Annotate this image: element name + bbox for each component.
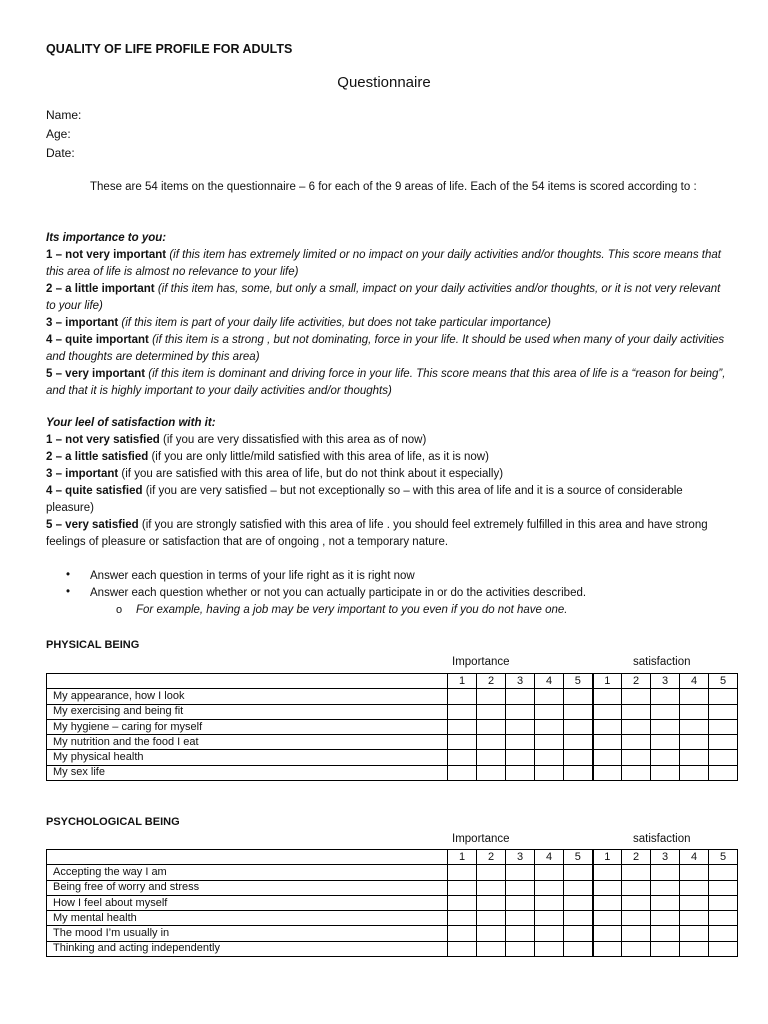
instruction-bullet-1: • Answer each question in terms of your life right as it is right now bbox=[66, 569, 415, 582]
importance-rating-cell[interactable] bbox=[535, 704, 564, 719]
satisfaction-item-5: 5 – very satisfied (if you are strongly satisfied with this area of life . you should feel extremely fulfilled in this area and have strong feelings of pleasure or satisfaction that are of ongoing , not a temporary nature. bbox=[46, 519, 708, 548]
importance-rating-cell[interactable] bbox=[448, 895, 477, 910]
importance-rating-cell[interactable] bbox=[564, 765, 593, 780]
satisfaction-scale-1: 1 bbox=[593, 674, 622, 689]
satisfaction-rating-cell[interactable] bbox=[709, 735, 738, 750]
satisfaction-rating-cell[interactable] bbox=[709, 765, 738, 780]
satisfaction-scale-1: 1 bbox=[593, 850, 622, 865]
importance-rating-cell[interactable] bbox=[535, 865, 564, 880]
importance-rating-cell[interactable] bbox=[506, 926, 535, 941]
satisfaction-scale-4: 4 bbox=[680, 674, 709, 689]
satisfaction-rating-cell[interactable] bbox=[651, 750, 680, 765]
item-label: Thinking and acting independently bbox=[47, 941, 448, 956]
importance-rating-cell[interactable] bbox=[564, 880, 593, 895]
importance-rating-cell[interactable] bbox=[564, 689, 593, 704]
importance-scale-2: 2 bbox=[477, 850, 506, 865]
importance-rating-cell[interactable] bbox=[448, 704, 477, 719]
satisfaction-rating-cell[interactable] bbox=[709, 704, 738, 719]
importance-rating-cell[interactable] bbox=[506, 704, 535, 719]
table-row bbox=[47, 926, 738, 941]
instructions-list bbox=[46, 568, 726, 619]
importance-rating-cell[interactable] bbox=[564, 911, 593, 926]
importance-item-1: 1 – not very important (if this item has extremely limited or no impact on your daily activities and/or thoughts. This score means that this area of life is almost no relevance to your life) bbox=[46, 249, 721, 278]
section-title-physical: PHYSICAL BEING bbox=[46, 639, 140, 651]
importance-rating-cell[interactable] bbox=[535, 765, 564, 780]
importance-rating-cell[interactable] bbox=[477, 719, 506, 734]
item-label: My physical health bbox=[47, 750, 448, 765]
importance-heading: Its importance to you: bbox=[46, 232, 167, 244]
satisfaction-rating-cell[interactable] bbox=[651, 911, 680, 926]
satisfaction-rating-cell[interactable] bbox=[680, 735, 709, 750]
importance-rating-cell[interactable] bbox=[448, 735, 477, 750]
importance-rating-cell[interactable] bbox=[535, 911, 564, 926]
satisfaction-rating-cell[interactable] bbox=[709, 719, 738, 734]
importance-rating-cell[interactable] bbox=[564, 719, 593, 734]
importance-rating-cell[interactable] bbox=[448, 689, 477, 704]
satisfaction-rating-cell[interactable] bbox=[680, 880, 709, 895]
satisfaction-rating-cell[interactable] bbox=[651, 735, 680, 750]
bullet-icon: • bbox=[66, 586, 71, 598]
satisfaction-item-4: 4 – quite satisfied (if you are very satisfied – but not exceptionally so – with this area of life and it is a source of considerable pleasure) bbox=[46, 485, 683, 514]
satisfaction-item-3: 3 – important (if you are satisfied with this area of life, but do not think about it especially) bbox=[46, 468, 504, 480]
satisfaction-rating-cell[interactable] bbox=[593, 911, 622, 926]
importance-rating-cell[interactable] bbox=[506, 865, 535, 880]
satisfaction-rating-cell[interactable] bbox=[593, 735, 622, 750]
item-label: Being free of worry and stress bbox=[47, 880, 448, 895]
intro-paragraph bbox=[46, 179, 726, 196]
table-row bbox=[47, 704, 738, 719]
satisfaction-rating-cell[interactable] bbox=[622, 865, 651, 880]
importance-scale-1: 1 bbox=[448, 674, 477, 689]
physical-being-table bbox=[46, 673, 738, 781]
importance-column-header: Importance bbox=[452, 656, 510, 668]
importance-rating-cell[interactable] bbox=[448, 941, 477, 956]
importance-rating-cell[interactable] bbox=[506, 750, 535, 765]
sub-bullet-icon: o bbox=[116, 604, 123, 616]
importance-rating-cell[interactable] bbox=[564, 704, 593, 719]
importance-rating-cell[interactable] bbox=[477, 735, 506, 750]
importance-scale-3: 3 bbox=[506, 850, 535, 865]
satisfaction-rating-cell[interactable] bbox=[593, 689, 622, 704]
age-field-label: Age: bbox=[46, 127, 71, 141]
satisfaction-item-1: 1 – not very satisfied (if you are very dissatisfied with this area as of now) bbox=[46, 434, 427, 446]
satisfaction-rating-cell[interactable] bbox=[593, 941, 622, 956]
satisfaction-rating-cell[interactable] bbox=[709, 941, 738, 956]
satisfaction-rating-cell[interactable] bbox=[622, 941, 651, 956]
satisfaction-legend bbox=[46, 415, 726, 551]
satisfaction-rating-cell[interactable] bbox=[680, 941, 709, 956]
document-subtitle: Questionnaire bbox=[337, 74, 431, 91]
satisfaction-scale-3: 3 bbox=[651, 850, 680, 865]
satisfaction-rating-cell[interactable] bbox=[651, 895, 680, 910]
importance-rating-cell[interactable] bbox=[477, 750, 506, 765]
importance-rating-cell[interactable] bbox=[448, 926, 477, 941]
importance-rating-cell[interactable] bbox=[477, 926, 506, 941]
importance-rating-cell[interactable] bbox=[477, 865, 506, 880]
satisfaction-rating-cell[interactable] bbox=[680, 750, 709, 765]
importance-rating-cell[interactable] bbox=[535, 750, 564, 765]
importance-rating-cell[interactable] bbox=[564, 926, 593, 941]
importance-scale-2: 2 bbox=[477, 674, 506, 689]
importance-item-3: 3 – important (if this item is part of your daily life activities, but does not take particular importance) bbox=[46, 317, 551, 329]
item-label: The mood I’m usually in bbox=[47, 926, 448, 941]
psychological-being-table bbox=[46, 849, 738, 957]
item-label: My hygiene – caring for myself bbox=[47, 719, 448, 734]
satisfaction-scale-3: 3 bbox=[651, 674, 680, 689]
importance-rating-cell[interactable] bbox=[506, 895, 535, 910]
intro-text: These are 54 items on the questionnaire – 6 for each of the 9 areas of life. Each of the 54 items is scored according to : bbox=[90, 181, 697, 193]
satisfaction-rating-cell[interactable] bbox=[622, 719, 651, 734]
importance-rating-cell[interactable] bbox=[564, 941, 593, 956]
importance-rating-cell[interactable] bbox=[535, 735, 564, 750]
importance-rating-cell[interactable] bbox=[477, 880, 506, 895]
item-label: My exercising and being fit bbox=[47, 704, 448, 719]
satisfaction-column-header: satisfaction bbox=[633, 656, 691, 668]
bullet-icon: • bbox=[66, 569, 71, 581]
importance-rating-cell[interactable] bbox=[535, 880, 564, 895]
satisfaction-rating-cell[interactable] bbox=[680, 689, 709, 704]
importance-rating-cell[interactable] bbox=[477, 704, 506, 719]
importance-rating-cell[interactable] bbox=[535, 926, 564, 941]
satisfaction-rating-cell[interactable] bbox=[680, 765, 709, 780]
name-field-label: Name: bbox=[46, 108, 82, 122]
scale-header-row bbox=[47, 674, 738, 689]
importance-rating-cell[interactable] bbox=[506, 765, 535, 780]
satisfaction-rating-cell[interactable] bbox=[622, 911, 651, 926]
satisfaction-rating-cell[interactable] bbox=[709, 926, 738, 941]
instruction-bullet-2: • Answer each question whether or not you can actually participate in or do the activities described. bbox=[66, 586, 587, 599]
importance-rating-cell[interactable] bbox=[506, 719, 535, 734]
satisfaction-scale-5: 5 bbox=[709, 674, 738, 689]
satisfaction-rating-cell[interactable] bbox=[622, 689, 651, 704]
satisfaction-rating-cell[interactable] bbox=[593, 880, 622, 895]
satisfaction-rating-cell[interactable] bbox=[651, 719, 680, 734]
importance-item-2: 2 – a little important (if this item has, some, but only a small, impact on your daily activities and/or thoughts, or it is not very relevant to your life) bbox=[46, 283, 721, 312]
importance-column-header: Importance bbox=[452, 833, 510, 845]
table-row bbox=[47, 865, 738, 880]
satisfaction-rating-cell[interactable] bbox=[651, 865, 680, 880]
satisfaction-rating-cell[interactable] bbox=[680, 704, 709, 719]
instruction-sub-bullet: o For example, having a job may be very important to you even if you do not have one. bbox=[46, 602, 726, 619]
item-label: My mental health bbox=[47, 911, 448, 926]
importance-rating-cell[interactable] bbox=[564, 750, 593, 765]
importance-rating-cell[interactable] bbox=[535, 689, 564, 704]
scale-header-row bbox=[47, 850, 738, 865]
item-column-header bbox=[47, 674, 448, 689]
satisfaction-rating-cell[interactable] bbox=[622, 880, 651, 895]
satisfaction-scale-2: 2 bbox=[622, 850, 651, 865]
satisfaction-rating-cell[interactable] bbox=[651, 689, 680, 704]
importance-legend bbox=[46, 230, 726, 400]
table-row bbox=[47, 719, 738, 734]
satisfaction-rating-cell[interactable] bbox=[622, 765, 651, 780]
satisfaction-rating-cell[interactable] bbox=[593, 719, 622, 734]
importance-rating-cell[interactable] bbox=[564, 895, 593, 910]
importance-rating-cell[interactable] bbox=[477, 689, 506, 704]
satisfaction-rating-cell[interactable] bbox=[709, 750, 738, 765]
satisfaction-rating-cell[interactable] bbox=[622, 895, 651, 910]
satisfaction-rating-cell[interactable] bbox=[593, 750, 622, 765]
satisfaction-rating-cell[interactable] bbox=[622, 750, 651, 765]
satisfaction-rating-cell[interactable] bbox=[651, 926, 680, 941]
satisfaction-rating-cell[interactable] bbox=[622, 735, 651, 750]
satisfaction-rating-cell[interactable] bbox=[622, 704, 651, 719]
importance-rating-cell[interactable] bbox=[477, 941, 506, 956]
importance-rating-cell[interactable] bbox=[506, 911, 535, 926]
satisfaction-rating-cell[interactable] bbox=[680, 911, 709, 926]
satisfaction-rating-cell[interactable] bbox=[593, 926, 622, 941]
table-row bbox=[47, 689, 738, 704]
satisfaction-column-header: satisfaction bbox=[633, 833, 691, 845]
item-label: My appearance, how I look bbox=[47, 689, 448, 704]
table-row bbox=[47, 911, 738, 926]
importance-rating-cell[interactable] bbox=[448, 750, 477, 765]
document-title: QUALITY OF LIFE PROFILE FOR ADULTS bbox=[46, 42, 293, 56]
satisfaction-rating-cell[interactable] bbox=[593, 704, 622, 719]
satisfaction-rating-cell[interactable] bbox=[709, 865, 738, 880]
item-label: How I feel about myself bbox=[47, 895, 448, 910]
satisfaction-rating-cell[interactable] bbox=[593, 865, 622, 880]
date-field-label: Date: bbox=[46, 146, 75, 160]
importance-rating-cell[interactable] bbox=[477, 911, 506, 926]
satisfaction-rating-cell[interactable] bbox=[622, 926, 651, 941]
satisfaction-heading: Your leel of satisfaction with it: bbox=[46, 417, 216, 429]
importance-scale-4: 4 bbox=[535, 674, 564, 689]
importance-scale-1: 1 bbox=[448, 850, 477, 865]
table-row bbox=[47, 735, 738, 750]
importance-rating-cell[interactable] bbox=[535, 719, 564, 734]
table-row bbox=[47, 880, 738, 895]
importance-item-4: 4 – quite important (if this item is a strong , but not dominating, force in your life. It should be used when many of your daily activities and thoughts are determined by this area) bbox=[46, 334, 725, 363]
satisfaction-scale-2: 2 bbox=[622, 674, 651, 689]
item-label: My sex life bbox=[47, 765, 448, 780]
importance-rating-cell[interactable] bbox=[564, 865, 593, 880]
importance-rating-cell[interactable] bbox=[535, 895, 564, 910]
section-title-psychological: PSYCHOLOGICAL BEING bbox=[46, 816, 180, 828]
importance-scale-3: 3 bbox=[506, 674, 535, 689]
satisfaction-rating-cell[interactable] bbox=[651, 765, 680, 780]
satisfaction-scale-5: 5 bbox=[709, 850, 738, 865]
satisfaction-rating-cell[interactable] bbox=[709, 911, 738, 926]
satisfaction-rating-cell[interactable] bbox=[709, 895, 738, 910]
item-label: My nutrition and the food I eat bbox=[47, 735, 448, 750]
satisfaction-rating-cell[interactable] bbox=[680, 865, 709, 880]
satisfaction-item-2: 2 – a little satisfied (if you are only little/mild satisfied with this area of life, as it is now) bbox=[46, 451, 489, 463]
satisfaction-rating-cell[interactable] bbox=[680, 926, 709, 941]
satisfaction-rating-cell[interactable] bbox=[680, 895, 709, 910]
satisfaction-rating-cell[interactable] bbox=[651, 880, 680, 895]
satisfaction-rating-cell[interactable] bbox=[593, 765, 622, 780]
importance-rating-cell[interactable] bbox=[448, 911, 477, 926]
importance-rating-cell[interactable] bbox=[564, 735, 593, 750]
table-row bbox=[47, 750, 738, 765]
importance-rating-cell[interactable] bbox=[506, 735, 535, 750]
table-row bbox=[47, 765, 738, 780]
importance-rating-cell[interactable] bbox=[448, 880, 477, 895]
satisfaction-rating-cell[interactable] bbox=[709, 689, 738, 704]
importance-scale-5: 5 bbox=[564, 674, 593, 689]
importance-rating-cell[interactable] bbox=[448, 865, 477, 880]
table-row bbox=[47, 941, 738, 956]
importance-item-5: 5 – very important (if this item is dominant and driving force in your life. This score means that this area of life is a “reason for being”, and that it is highly important to your daily activities and/or thoughts) bbox=[46, 368, 726, 397]
table-row bbox=[47, 895, 738, 910]
importance-rating-cell[interactable] bbox=[448, 765, 477, 780]
satisfaction-rating-cell[interactable] bbox=[709, 880, 738, 895]
importance-rating-cell[interactable] bbox=[506, 880, 535, 895]
satisfaction-rating-cell[interactable] bbox=[593, 895, 622, 910]
importance-scale-4: 4 bbox=[535, 850, 564, 865]
importance-rating-cell[interactable] bbox=[506, 941, 535, 956]
importance-rating-cell[interactable] bbox=[506, 689, 535, 704]
importance-rating-cell[interactable] bbox=[477, 895, 506, 910]
satisfaction-rating-cell[interactable] bbox=[680, 719, 709, 734]
item-label: Accepting the way I am bbox=[47, 865, 448, 880]
satisfaction-rating-cell[interactable] bbox=[651, 941, 680, 956]
importance-rating-cell[interactable] bbox=[535, 941, 564, 956]
satisfaction-scale-4: 4 bbox=[680, 850, 709, 865]
importance-scale-5: 5 bbox=[564, 850, 593, 865]
importance-rating-cell[interactable] bbox=[448, 719, 477, 734]
importance-rating-cell[interactable] bbox=[477, 765, 506, 780]
item-column-header bbox=[47, 850, 448, 865]
satisfaction-rating-cell[interactable] bbox=[651, 704, 680, 719]
